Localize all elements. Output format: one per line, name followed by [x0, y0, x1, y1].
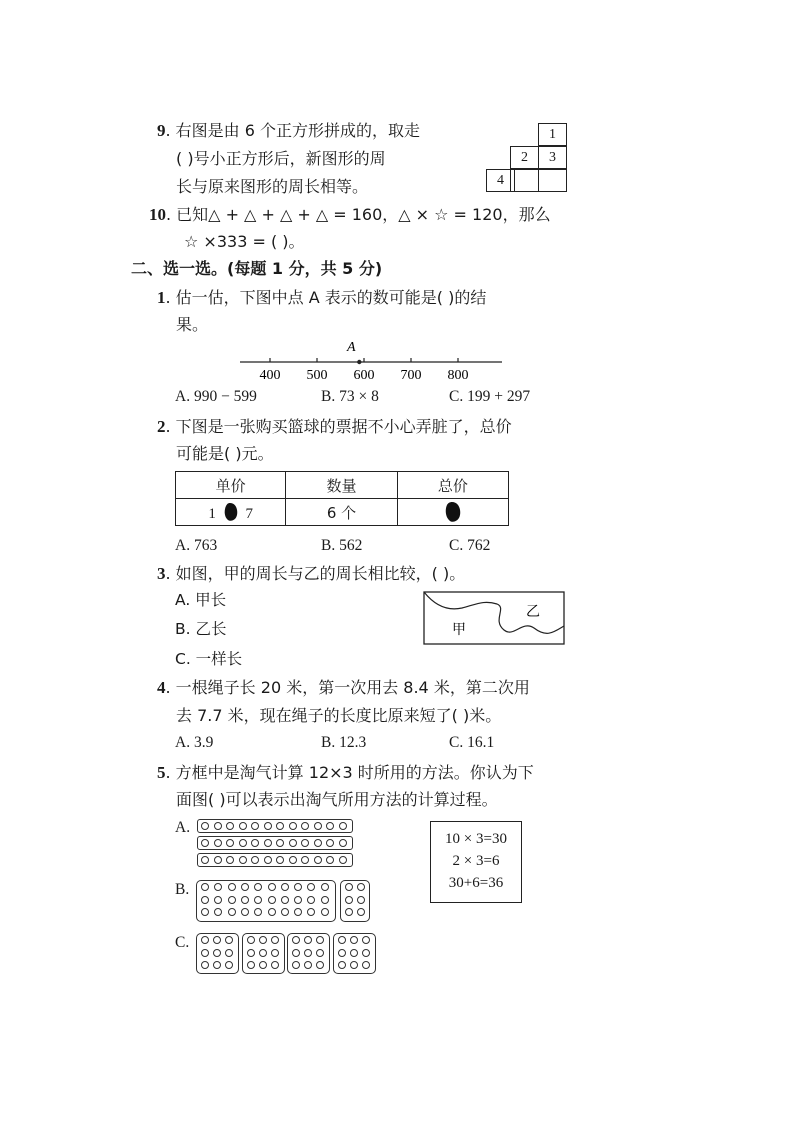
- counter-dot: [239, 822, 247, 830]
- square-5: [510, 169, 539, 192]
- s3-option-c: C. 一样长: [175, 650, 243, 668]
- counter-dot: [316, 949, 324, 957]
- counter-dot: [339, 856, 347, 864]
- s4-number: 4: [157, 678, 166, 697]
- counter-dot: [316, 936, 324, 944]
- counter-dot: [214, 839, 222, 847]
- counter-dot: [345, 908, 353, 916]
- counter-dot: [228, 896, 236, 904]
- counter-dot: [321, 896, 329, 904]
- s4-option-a: A. 3.9: [175, 734, 214, 751]
- counter-dot: [304, 936, 312, 944]
- s1-number: 1: [157, 288, 166, 307]
- q9-line1: 9. 右图是由 6 个正方形拼成的，取走: [157, 121, 421, 140]
- counter-dot: [362, 949, 370, 957]
- counter-dot: [271, 936, 279, 944]
- counter-dot: [294, 896, 302, 904]
- counter-dot: [247, 936, 255, 944]
- counter-dot: [281, 896, 289, 904]
- counter-dot: [304, 961, 312, 969]
- s3-option-a: A. 甲长: [175, 591, 227, 609]
- s4-option-c: C. 16.1: [449, 734, 495, 751]
- counter-dot: [304, 949, 312, 957]
- counter-dot: [259, 936, 267, 944]
- ink-stain-icon: [444, 501, 462, 523]
- counter-dot: [213, 949, 221, 957]
- s5-line1: 5. 方框中是淘气计算 12×3 时所用的方法。你认为下: [157, 763, 534, 782]
- header-unit-price: 单价: [176, 472, 286, 499]
- counter-dot: [292, 949, 300, 957]
- s2-option-a: A. 763: [175, 537, 218, 554]
- q10-line2: ☆ ×333 = ( )。: [184, 232, 305, 251]
- counter-dot: [259, 961, 267, 969]
- receipt-header-row: [176, 472, 509, 499]
- counter-dot: [201, 822, 209, 830]
- s5-option-a-label: A.: [175, 819, 191, 836]
- s5-option-b-label: B.: [175, 881, 190, 898]
- header-quantity: 数量: [286, 472, 397, 499]
- s5-line2: 面图( )可以表示出淘气所用方法的计算过程。: [176, 790, 498, 809]
- counter-dot: [281, 883, 289, 891]
- label-jia: 甲: [452, 622, 466, 638]
- counter-dot: [307, 896, 315, 904]
- counter-dot: [321, 883, 329, 891]
- counter-dot: [301, 839, 309, 847]
- counter-dot: [214, 896, 222, 904]
- number-line-tick-label: 800: [447, 368, 469, 383]
- counter-dot: [271, 961, 279, 969]
- counter-dot: [289, 839, 297, 847]
- q9-line2: ( )号小正方形后，新图形的周: [176, 149, 386, 168]
- counter-dot: [276, 856, 284, 864]
- counter-dot: [271, 949, 279, 957]
- calc-line-1: 10 × 3=30: [445, 831, 507, 847]
- counter-dot: [292, 936, 300, 944]
- q9-number: 9: [157, 121, 166, 140]
- counter-dot: [228, 908, 236, 916]
- s1-line2: 果。: [176, 315, 209, 334]
- counter-dot: [326, 839, 334, 847]
- s2-line1: 2. 下图是一张购买篮球的票据不小心弄脏了，总价: [157, 417, 512, 436]
- counter-dot: [268, 908, 276, 916]
- counter-dot: [357, 908, 365, 916]
- counter-dot: [362, 936, 370, 944]
- counter-dot: [338, 961, 346, 969]
- counter-dot: [226, 856, 234, 864]
- dividing-curve: [424, 592, 564, 633]
- number-line-tick-label: 600: [353, 368, 375, 383]
- calc-line-2: 2 × 3=6: [452, 853, 500, 869]
- counter-dot: [241, 883, 249, 891]
- label-yi: 乙: [526, 604, 540, 620]
- point-a: [357, 360, 361, 364]
- counter-dot: [339, 839, 347, 847]
- counter-dot: [338, 949, 346, 957]
- counter-dot: [301, 856, 309, 864]
- counter-dot: [239, 839, 247, 847]
- s2-line2: 可能是( )元。: [176, 444, 274, 463]
- s1-option-c: C. 199 + 297: [449, 388, 531, 405]
- calculation-box: [430, 821, 522, 903]
- s4-line2: 去 7.7 米，现在绳子的长度比原来短了( )米。: [176, 706, 502, 725]
- counter-dot: [213, 961, 221, 969]
- counter-dot: [251, 839, 259, 847]
- q9-line3: 长与原来图形的周长相等。: [176, 177, 369, 196]
- counter-dot: [339, 822, 347, 830]
- q10-number: 10: [149, 205, 166, 224]
- counter-dot: [259, 949, 267, 957]
- counter-dot: [268, 883, 276, 891]
- s1-line1: 1. 估一估，下图中点 A 表示的数可能是( )的结: [157, 288, 487, 307]
- point-a-label: A: [347, 340, 356, 355]
- counter-dot: [264, 822, 272, 830]
- counter-dot: [350, 949, 358, 957]
- s1-option-a: A. 990 − 599: [175, 388, 257, 405]
- counter-dot: [357, 883, 365, 891]
- counter-dot: [264, 839, 272, 847]
- square-3: 3: [538, 146, 567, 169]
- counter-dot: [239, 856, 247, 864]
- counter-dot: [326, 822, 334, 830]
- number-line-tick-label: 500: [306, 368, 328, 383]
- square-6: [538, 169, 567, 192]
- counter-dot: [281, 908, 289, 916]
- counter-dot: [201, 856, 209, 864]
- square-2: 2: [510, 146, 539, 169]
- s1-option-b: B. 73 × 8: [321, 388, 379, 405]
- s4-line1: 4. 一根绳子长 20 米，第一次用去 8.4 米，第二次用: [157, 678, 530, 697]
- counter-dot: [247, 949, 255, 957]
- counter-dot: [214, 856, 222, 864]
- receipt-table: [175, 471, 509, 526]
- s2-number: 2: [157, 417, 166, 436]
- receipt-data-row: [176, 499, 509, 526]
- counter-dot: [314, 856, 322, 864]
- number-line-tick-label: 400: [259, 368, 281, 383]
- total-cell: [397, 499, 508, 526]
- counter-dot: [276, 822, 284, 830]
- perimeter-rect: [424, 592, 564, 644]
- s3-line1: 3. 如图，甲的周长与乙的周长相比较，( )。: [157, 564, 466, 583]
- counter-dot: [201, 896, 209, 904]
- s3-option-b: B. 乙长: [175, 620, 227, 638]
- counter-dot: [251, 822, 259, 830]
- section-title: 二、选一选。(每题 1 分，共 5 分): [131, 259, 383, 278]
- counter-dot: [321, 908, 329, 916]
- counter-dot: [345, 896, 353, 904]
- counter-dot: [247, 961, 255, 969]
- counter-dot: [314, 822, 322, 830]
- counter-dot: [201, 936, 209, 944]
- counter-dot: [225, 936, 233, 944]
- counter-dot: [226, 839, 234, 847]
- counter-dot: [264, 856, 272, 864]
- counter-dot: [225, 961, 233, 969]
- s4-option-b: B. 12.3: [321, 734, 367, 751]
- counter-dot: [226, 822, 234, 830]
- q10-line1: 10. 已知△ + △ + △ + △ = 160，△ × ☆ = 120，那么: [149, 205, 551, 224]
- counter-dot: [292, 961, 300, 969]
- s3-number: 3: [157, 564, 166, 583]
- counter-dot: [201, 839, 209, 847]
- square-4: 4: [486, 169, 515, 192]
- counter-dot: [251, 856, 259, 864]
- s5-number: 5: [157, 763, 166, 782]
- s2-option-b: B. 562: [321, 537, 363, 554]
- counter-dot: [350, 961, 358, 969]
- counter-dot: [225, 949, 233, 957]
- counter-dot: [228, 883, 236, 891]
- s5-option-c-label: C.: [175, 934, 190, 951]
- counter-dot: [268, 896, 276, 904]
- counter-dot: [316, 961, 324, 969]
- counter-dot: [357, 896, 365, 904]
- counter-dot: [241, 896, 249, 904]
- counter-dot: [201, 961, 209, 969]
- square-1: 1: [538, 123, 567, 146]
- counter-dot: [201, 949, 209, 957]
- perimeter-figure: [422, 590, 568, 648]
- counter-dot: [314, 839, 322, 847]
- counter-dot: [326, 856, 334, 864]
- counter-dot: [301, 822, 309, 830]
- ink-stain-icon: [223, 502, 239, 522]
- header-total: 总价: [397, 472, 508, 499]
- counter-dot: [201, 908, 209, 916]
- counter-dot: [289, 822, 297, 830]
- counter-dot: [213, 936, 221, 944]
- number-line-tick-label: 700: [400, 368, 422, 383]
- counter-dot: [254, 896, 262, 904]
- counter-dot: [214, 822, 222, 830]
- counter-dot: [201, 883, 209, 891]
- number-line: [230, 338, 510, 384]
- counter-dot: [362, 961, 370, 969]
- calc-line-3: 30+6=36: [448, 875, 504, 891]
- counter-dot: [345, 883, 353, 891]
- counter-dot: [276, 839, 284, 847]
- counter-dot: [338, 936, 346, 944]
- s2-option-c: C. 762: [449, 537, 491, 554]
- counter-dot: [289, 856, 297, 864]
- unit-price-cell: 1 7: [176, 499, 286, 526]
- counter-dot: [241, 908, 249, 916]
- quantity-cell: 6 个: [286, 499, 397, 526]
- counter-dot: [350, 936, 358, 944]
